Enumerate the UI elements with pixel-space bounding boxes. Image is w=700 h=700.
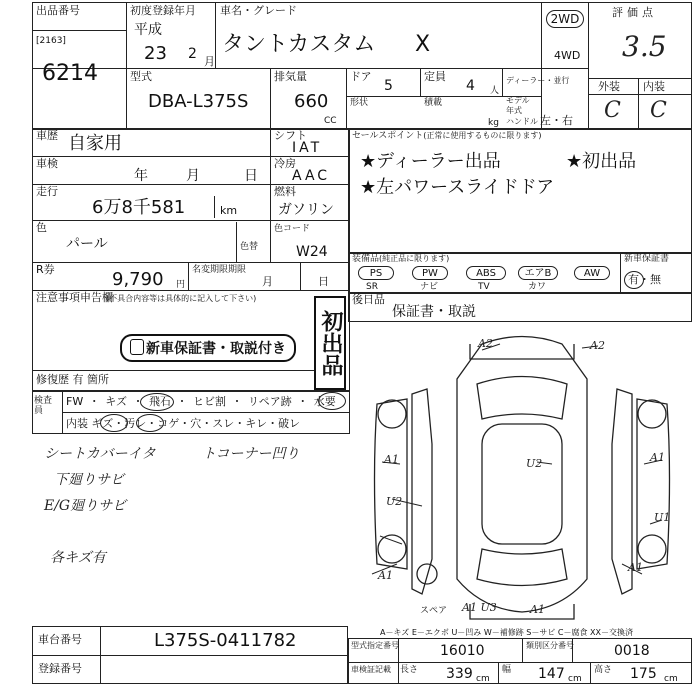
- check-chip: 飛石: [149, 395, 171, 408]
- mark-a1-rear-center: A1: [530, 603, 545, 616]
- height-label: 高さ: [594, 665, 613, 675]
- inspection-year: 年: [134, 168, 148, 184]
- int-label: 内装: [643, 80, 665, 93]
- model-year-label: モデル年式: [506, 96, 530, 115]
- check-repair: リペア跡: [248, 395, 292, 408]
- lot-code: [2163]: [36, 36, 66, 46]
- legend: A－キズ E－エクボ U－凹み W－補修跡 S－サビ C－腐食 XX－交換済: [380, 628, 634, 637]
- check-tear: 破レ: [278, 417, 301, 430]
- width-label: 幅: [502, 665, 512, 675]
- category-value: 0018: [614, 643, 650, 659]
- check-circle-scratch: [100, 414, 128, 432]
- load-unit: kg: [488, 118, 499, 128]
- check-interior: 内装: [66, 417, 88, 430]
- doors-label: ドア: [350, 70, 372, 83]
- note-scratches: 各キズ有: [50, 550, 106, 566]
- car-name-label: 車名・グレード: [220, 4, 297, 17]
- color-label: 色: [36, 221, 47, 234]
- equip-tv: TV: [478, 282, 490, 292]
- repair-value: 有 箇所: [72, 373, 109, 386]
- equip-sr: SR: [366, 282, 378, 292]
- engine-unit: CC: [324, 116, 337, 126]
- selling-point-dealer: ★ディーラー出品: [360, 151, 501, 172]
- check-hole: 穴: [190, 417, 202, 430]
- mark-u2-left: U2: [386, 495, 403, 508]
- recycle-value: 9,790: [112, 269, 164, 290]
- check-circle-dirt: [136, 414, 164, 432]
- reg-label: 初度登録年月: [130, 4, 196, 17]
- capacity-label: 定員: [424, 70, 446, 83]
- color-code: W24: [296, 244, 328, 260]
- mark-a1-rear-right: A1: [628, 561, 643, 574]
- engine-value: 660: [294, 91, 329, 112]
- selling-point-first: ★初出品: [566, 151, 637, 172]
- equip-leather: カワ: [528, 282, 547, 292]
- score-value: 3.5: [622, 30, 667, 63]
- selling-sub: (正常に使用するものに限ります): [423, 131, 542, 140]
- inspection-label: 車検: [36, 157, 58, 170]
- mark-a2-front-right: A2: [590, 339, 605, 352]
- check-cut: キレ: [245, 417, 268, 430]
- capacity-unit: 人: [490, 86, 500, 96]
- ext-label: 外装: [598, 80, 620, 93]
- width-value: 147: [538, 666, 565, 682]
- mark-a1-left-side: A1: [384, 453, 399, 466]
- check-dirt: 汚レ: [124, 417, 147, 430]
- mark-u2-roof: U2: [526, 457, 543, 470]
- inspection-month: 月: [186, 168, 200, 184]
- shape-label: 形状: [350, 98, 369, 108]
- expiry-month: 月: [262, 275, 273, 288]
- check-circle-chip: [140, 393, 174, 411]
- drive-4wd: 4WD: [554, 49, 581, 62]
- ac-label: 冷房: [274, 157, 296, 170]
- mark-a1-left-rear: A1: [378, 569, 393, 582]
- score-label: 評価点: [612, 6, 657, 19]
- equip-aw: AW: [574, 266, 610, 280]
- check-crack: ヒビ割: [193, 395, 226, 408]
- after-items-value: 保証書・取説: [392, 304, 476, 320]
- drive-2wd: 2WD: [546, 10, 584, 28]
- mark-a2-front-left: A2: [478, 337, 493, 350]
- category-label: 類別区分番号: [526, 641, 574, 650]
- reg-year: 23: [144, 43, 167, 64]
- car-damage-diagram: [352, 324, 692, 624]
- expiry-label: 名変期限期限: [192, 265, 247, 275]
- mileage-label: 走行: [36, 185, 58, 198]
- stamp-icon: [130, 339, 144, 355]
- equip-airbag: エアB: [518, 266, 558, 280]
- car-name: タントカスタム: [222, 32, 376, 57]
- color-value: パール: [66, 236, 108, 252]
- first-stamp-text: 初出品: [318, 310, 343, 376]
- specified-value: 16010: [440, 643, 485, 659]
- fuel-value: ガソリン: [278, 202, 334, 218]
- ext-score: C: [604, 98, 621, 123]
- capacity-value: 4: [466, 78, 475, 94]
- warranty-value: 有・無: [628, 273, 661, 286]
- check-burn: コゲ: [157, 417, 180, 430]
- handle-label: ハンドル: [506, 117, 538, 126]
- length-unit: cm: [476, 674, 490, 684]
- mark-a1-u3-rear: A1 U3: [462, 601, 497, 614]
- color-code-label: 色コード: [274, 224, 311, 234]
- model-label: 型式: [130, 70, 152, 83]
- note-under-rust: 下廻りサビ: [54, 472, 124, 488]
- chassis-label: 車台番号: [38, 633, 82, 646]
- shift-label: シフト: [274, 129, 307, 142]
- check-label: [34, 396, 60, 416]
- selling-label: [352, 131, 541, 141]
- check-fw: FW: [66, 395, 84, 408]
- first-stamp: [314, 296, 346, 390]
- equip-abs: ABS: [466, 266, 506, 280]
- selling-label-text: セールスポイント: [352, 131, 424, 141]
- lot-label: 出品番号: [36, 4, 80, 17]
- equipment-sub: (純正品に限ります): [379, 254, 450, 263]
- check-int-scratch: ギズ: [91, 417, 114, 430]
- mark-a1-right-side: A1: [650, 451, 665, 464]
- register-label: 登録番号: [38, 662, 82, 675]
- equip-ps: PS: [358, 266, 394, 280]
- note-seat-cover: シートカバーイタ: [44, 446, 156, 462]
- lot-number: 6214: [42, 61, 98, 86]
- mileage-unit: km: [220, 204, 238, 217]
- equipment-label: [352, 254, 449, 264]
- dealer-label: ディーラー・並行: [506, 76, 570, 85]
- note-corner-dent: トコーナー凹り: [202, 446, 300, 462]
- equip-pw: PW: [412, 266, 448, 280]
- height-value: 175: [630, 666, 657, 682]
- model-value: DBA-L375S: [148, 91, 249, 112]
- load-label: 積載: [424, 98, 443, 108]
- spare-label: スペア: [420, 606, 448, 616]
- warranty-circle: [624, 271, 644, 289]
- header-frame: [32, 2, 692, 130]
- engine-label: 排気量: [274, 70, 307, 83]
- check-circle-water: [318, 392, 346, 410]
- recycle-unit: 円: [176, 280, 186, 290]
- selling-point-door: ★左パワースライドドア: [360, 177, 555, 198]
- inspection-day: 日: [244, 168, 258, 184]
- check-scratch: キズ: [105, 395, 127, 408]
- int-score: C: [650, 98, 667, 123]
- recycle-label: R券: [36, 263, 55, 276]
- height-unit: cm: [664, 674, 678, 684]
- fuel-label: 燃料: [274, 185, 296, 198]
- history-value: 自家用: [68, 133, 122, 154]
- expiry-day: 日: [318, 275, 329, 288]
- ac-value: AAC: [292, 168, 331, 184]
- notes-stamp-text: 新車保証書・取説付き: [146, 341, 286, 357]
- reg-era: 平成: [134, 22, 162, 38]
- length-value: 339: [446, 666, 473, 682]
- equipment-label-text: 装備品: [352, 254, 380, 264]
- check-label-text: 検査員: [34, 396, 53, 416]
- check-row-2: 内装 ギズ・汚レ・コゲ・穴・スレ・キレ・破レ: [66, 417, 301, 430]
- color-change-label: 色替: [240, 242, 259, 252]
- repair-label: 修復歴 有 箇所: [36, 373, 109, 386]
- car-grade: X: [415, 32, 431, 57]
- reg-month: 2: [188, 46, 197, 62]
- notes-sub: (不具合内容等は具体的に記入して下さい): [106, 294, 257, 303]
- specified-label: 型式指定番号: [351, 641, 399, 650]
- check-water: 水要: [313, 395, 336, 408]
- equip-navi: ナビ: [420, 282, 439, 292]
- after-items-label: 後日品: [352, 293, 385, 306]
- width-unit: cm: [568, 674, 582, 684]
- shift-value: IAT: [292, 140, 323, 156]
- notes-stamp: [120, 334, 296, 362]
- dims-label: 車検証記載: [351, 665, 391, 674]
- chassis-value: L375S-0411782: [154, 630, 297, 651]
- warranty-label: 新車保証書: [624, 254, 670, 264]
- handle-value: 左・右: [540, 114, 573, 127]
- length-label: 長さ: [400, 665, 419, 675]
- history-label: 車歴: [36, 129, 58, 142]
- notes-label: 注意事項申告欄: [36, 291, 113, 304]
- check-wear: スレ: [212, 417, 235, 430]
- mark-u1-right: U1: [654, 511, 671, 524]
- note-engine-rust: E/G廻りサビ: [44, 498, 127, 514]
- doors-value: 5: [384, 78, 393, 94]
- mileage-value: 6万8千581: [92, 197, 186, 218]
- check-row-1: FW ・ キズ ・ 飛石 ・ ヒビ割 ・ リペア跡 ・ 水要: [66, 395, 336, 408]
- reg-month-unit: 月: [204, 55, 215, 68]
